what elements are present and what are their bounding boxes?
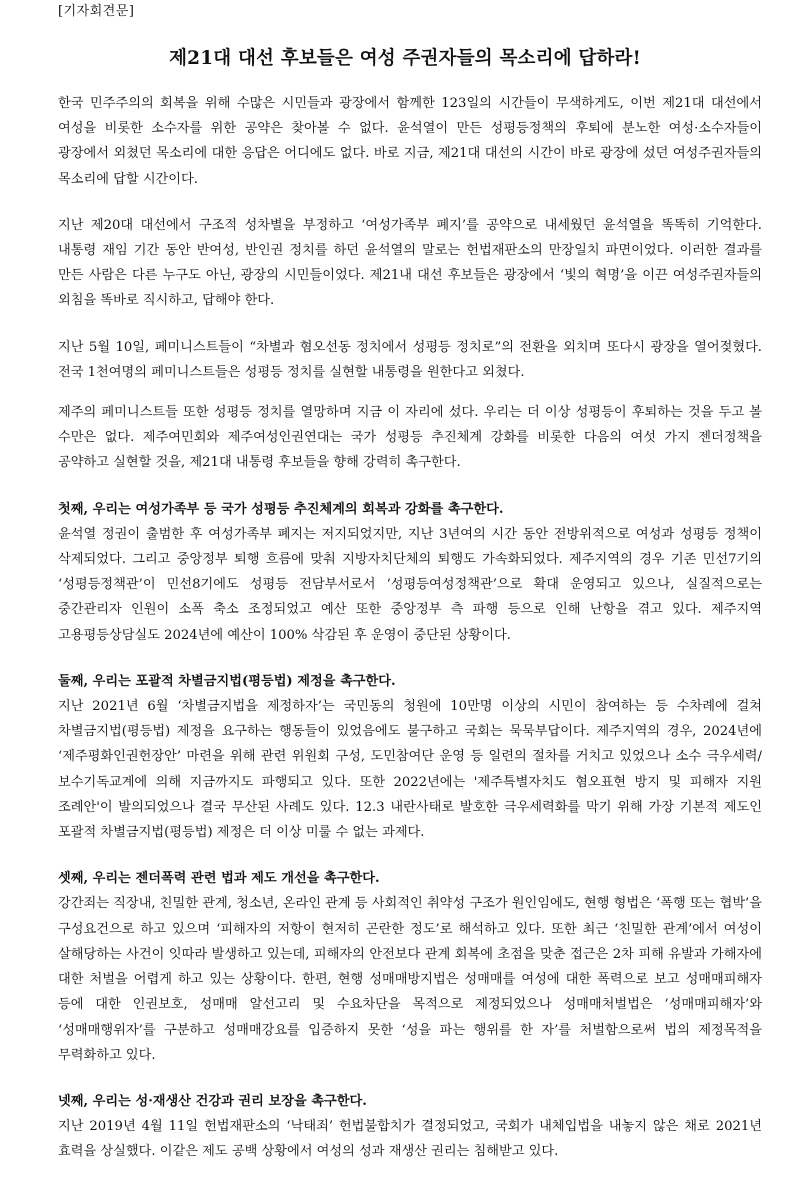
section-heading: 첫째, 우리는 여성가족부 등 국가 성평등 추진체계의 회복과 강화를 촉구한다. <box>58 501 504 517</box>
section-4 <box>58 1089 762 1165</box>
section-body: 강간죄는 직장내, 친밀한 관계, 청소년, 온라인 관계 등 사회적인 취약성 구조가 원인임에도, 현행 형법은 ‘폭행 또는 협박’을 구성요건으로 하고 있으며 ‘피해자의 저항이 현저히 곤란한 정도’로 해석하고 있다. 또한 최근 ‘친밀한 관계’에서 여성이 살해당하는 사건이 잇따라 발생하고 있는데, 피해자의 안전보다 관계 회복에 초점을 맞춘 접근은 2차 피해 유발과 가해자에 대한 처벌을 어렵게 하고 있는 상황이다. 한편, 현행 성매매방지법은 성매매를 여성에 대한 폭력으로 보고 성매매피해자 등에 대한 인권보호, 성매매 알선고리 및 수요차단을 목적으로 제정되었으나 성매매처벌법은 ‘성매매피해자’와 ‘성매매행위자’를 구분하고 성매매강요를 입증하지 못한 ‘성을 파는 행위를 한 자’를 처벌함으로써 법의 제정목적을 무력화하고 있다. <box>58 896 762 1063</box>
section-heading: 셋째, 우리는 젠더폭력 관련 법과 제도 개선을 촉구한다. <box>58 871 380 887</box>
section-1 <box>58 497 762 648</box>
section-2 <box>58 669 762 845</box>
intro-paragraph: 지난 5월 10일, 페미니스트들이 “차별과 혐오선동 정치에서 성평등 정치로”의 전환을 외치며 또다시 광장을 열어젖혔다. 전국 1천여명의 페미니스트들은 성평등 정치를 실현할 내통령을 원한다고 외쳤다. <box>58 339 762 380</box>
section-body: 지난 2019년 4월 11일 헌법재판소의 ‘낙태죄’ 헌법불합치가 결정되었고, 국회가 내체입법을 내놓지 않은 채로 2021년 효력을 상실했다. 이같은 제도 공백 상황에서 여성의 성과 재생산 권리는 침해받고 있다. <box>58 1119 762 1160</box>
document-tag: [기자회견문] <box>58 4 135 19</box>
intro-paragraph: 제주의 페미니스트들 또한 성평등 정치를 열망하며 지금 이 자리에 섰다. 우리는 더 이상 성평등이 후퇴하는 것을 두고 볼 수만은 없다. 제주여민회와 제주여성인권연대는 국가 성평등 추진체계 강화를 비롯한 다음의 여섯 가지 젠더정책을 공약하고 실현할 것을, 제21대 내통령 후보들을 향해 강력히 촉구한다. <box>58 405 762 471</box>
document-body <box>58 91 762 1186</box>
section-heading: 넷째, 우리는 성·재생산 건강과 권리 보장을 촉구한다. <box>58 1093 367 1109</box>
document-title: 제21대 대선 후보들은 여성 주권자들의 목소리에 답하라! <box>169 48 641 69</box>
section-body: 윤석열 정권이 출범한 후 여성가족부 폐지는 저지되었지만, 지난 3년여의 시간 동안 전방위적으로 여성과 성평등 정책이 삭제되었다. 그리고 중앙정부 퇴행 흐름에 맞춰 지방자치단체의 퇴행도 가속화되었다. 제주지역의 경우 기존 민선7기의 ‘성평등정책관’이 민선8기에도 성평등 전담부서로서 ‘성평등여성정책관’으로 확대 운영되고 있으나, 실질적으로는 중간관리자 인원이 소폭 축소 조정되었고 예산 또한 중앙정부 측 파행 등으로 인해 난항을 겪고 있다. 제주지역 고용평등상담실도 2024년에 예산이 100% 삭감된 후 운영이 중단된 상황이다. <box>58 526 762 643</box>
intro-paragraph: 한국 민주주의의 회복을 위해 수많은 시민들과 광장에서 함께한 123일의 시간들이 무색하게도, 이번 제21대 대선에서 여성을 비롯한 소수자를 위한 공약은 찾아볼 수 없다. 윤석열이 만든 성평등정책의 후퇴에 분노한 여성·소수자들이 광장에서 외쳤던 목소리에 대한 응답은 어디에도 없다. 바로 지금, 제21대 대선의 시간이 바로 광장에 섰던 여성주권자들의 목소리에 답할 시간이다. <box>58 96 762 187</box>
section-3 <box>58 866 762 1068</box>
section-body: 지난 2021년 6월 ‘차별금지법을 제정하자’는 국민동의 청원에 10만명 이상의 시민이 참여하는 등 수차례에 걸쳐 차별금지법(평등법) 제정을 요구하는 행동들이 있었음에도 불구하고 국회는 묵묵부답이다. 제주지역의 경우, 2024년에 ‘제주평화인권헌장안’ 마련을 위해 관련 위원회 구성, 도민참여단 운영 등 일련의 절차를 거치고 있었으나 소수 극우세력/보수기독교계에 의해 지금까지도 파행되고 있다. 또한 2022년에는 '제주특별자치도 혐오표현 방지 및 피해자 지원 조례안'이 발의되었으나 결국 무산된 사례도 있다. 12.3 내란사태로 발호한 극우세력화를 막기 위해 가장 기본적 제도인 포괄적 차별금지법(평등법) 제정은 더 이상 미룰 수 없는 과제다. <box>58 699 762 841</box>
intro-paragraph: 지난 제20대 대선에서 구조적 성차별을 부정하고 ‘여성가족부 폐지’를 공약으로 내세웠던 윤석열을 똑똑히 기억한다. 내통령 재임 기간 동안 반여성, 반인권 정치를 하던 윤석열의 말로는 헌법재판소의 만장일치 파면이었다. 이러한 결과를 만든 사람은 다른 누구도 아닌, 광장의 시민들이었다. 제21내 대선 후보들은 광장에서 ‘빛의 혁명’을 이끈 여성주권자들의 외침을 똑바로 직시하고, 답해야 한다. <box>58 217 762 309</box>
section-heading: 둘째, 우리는 포괄적 차별금지법(평등법) 제정을 촉구한다. <box>58 673 396 689</box>
